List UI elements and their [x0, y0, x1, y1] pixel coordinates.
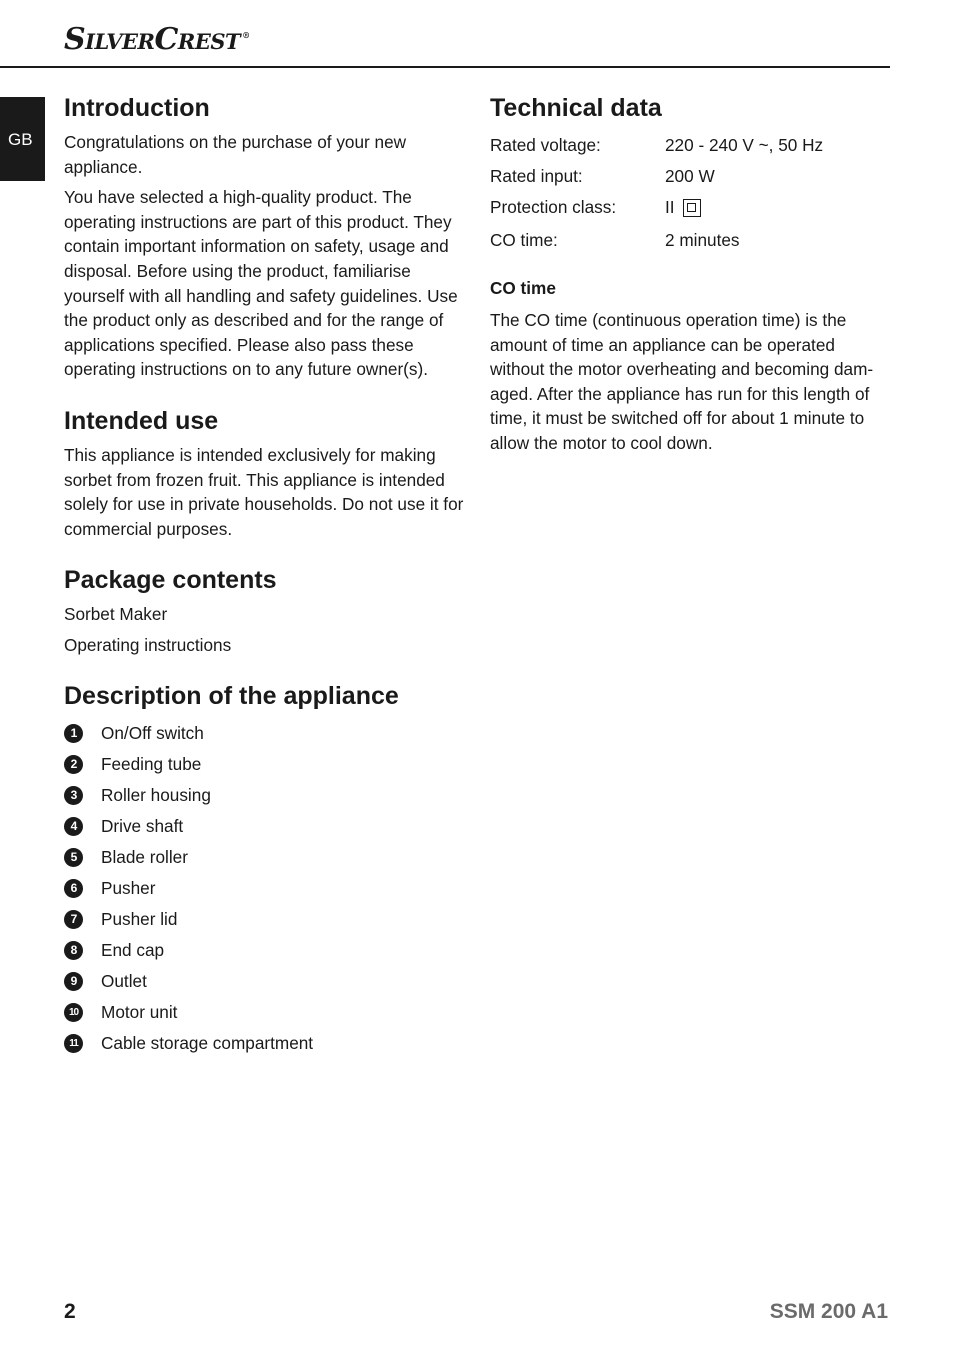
class-ii-double-square-icon	[683, 199, 701, 217]
model-identifier: SSM 200 A1	[769, 1300, 888, 1323]
intended-use-heading: Intended use	[64, 406, 219, 435]
technical-data-section	[490, 92, 890, 258]
package-item: Sorbet Maker	[64, 604, 168, 625]
registered-mark: ®	[242, 30, 250, 40]
part-item	[64, 718, 464, 749]
tech-row-input	[490, 161, 890, 192]
tech-row-voltage	[490, 130, 890, 161]
part-number-badge: 1	[64, 724, 83, 743]
intended-use-section	[64, 405, 464, 541]
part-item	[64, 780, 464, 811]
tech-value: 220 - 240 V ~, 50 Hz	[665, 135, 824, 155]
part-label: Pusher	[101, 877, 156, 898]
tech-key: Rated input:	[490, 166, 583, 186]
description-heading: Description of the appliance	[64, 681, 399, 710]
left-column	[64, 92, 464, 1059]
part-item	[64, 966, 464, 997]
package-contents-section	[64, 564, 464, 657]
tech-key: Rated voltage:	[490, 135, 601, 155]
brand-name: SilverCrest	[64, 22, 241, 57]
right-column	[490, 92, 890, 462]
technical-data-table	[490, 130, 890, 258]
tech-row-co-time	[490, 223, 890, 258]
part-number-badge: 9	[64, 972, 83, 991]
part-number-badge: 5	[64, 848, 83, 867]
tech-value: 2 minutes	[665, 230, 740, 250]
tech-row-protection-class	[490, 192, 890, 223]
part-label: Roller housing	[101, 784, 211, 805]
part-label: End cap	[101, 939, 165, 960]
parts-list	[64, 718, 464, 1059]
part-item	[64, 842, 464, 873]
tech-key: CO time:	[490, 230, 558, 250]
part-item	[64, 904, 464, 935]
part-item	[64, 811, 464, 842]
part-item	[64, 873, 464, 904]
part-number-badge: 4	[64, 817, 83, 836]
part-label: Drive shaft	[101, 815, 184, 836]
part-item	[64, 997, 464, 1028]
part-label: Pusher lid	[101, 908, 178, 929]
header-divider	[0, 66, 890, 68]
tech-key: Protection class:	[490, 197, 617, 217]
co-time-section	[490, 276, 890, 456]
part-label: Cable storage compartment	[101, 1032, 314, 1053]
part-label: Outlet	[101, 970, 147, 991]
part-number-badge: 8	[64, 941, 83, 960]
tech-value: II	[665, 197, 675, 217]
introduction-paragraph-1: Congratulations on the purchase of your new appliance.	[64, 132, 407, 177]
part-number-badge: 10	[64, 1003, 83, 1022]
tech-value: 200 W	[665, 166, 715, 186]
part-item	[64, 749, 464, 780]
package-contents-heading: Package contents	[64, 566, 277, 595]
co-time-text: The CO time (continuous operation time) is the amount of time an appliance can be operated without the motor overheating and becoming dam-aged. After the appliance has run for this length of time, it must be switched off for about 1 minute to allow the motor to cool down.	[490, 310, 874, 453]
part-number-badge: 7	[64, 910, 83, 929]
co-time-heading: CO time	[490, 278, 556, 298]
package-item: Operating instructions	[64, 634, 232, 655]
language-tab: GB	[0, 97, 45, 181]
part-item	[64, 1028, 464, 1059]
tech-value-wrapper	[665, 197, 701, 218]
introduction-section	[64, 92, 464, 382]
part-label: Motor unit	[101, 1001, 178, 1022]
part-number-badge: 11	[64, 1034, 83, 1053]
part-item	[64, 935, 464, 966]
description-section	[64, 680, 464, 1059]
part-label: Feeding tube	[101, 753, 202, 774]
technical-data-heading: Technical data	[490, 94, 662, 122]
part-label: On/Off switch	[101, 722, 204, 743]
page-number: 2	[64, 1300, 76, 1323]
part-label: Blade roller	[101, 846, 188, 867]
part-number-badge: 3	[64, 786, 83, 805]
part-number-badge: 2	[64, 755, 83, 774]
introduction-heading: Introduction	[64, 94, 210, 122]
brand-logo	[64, 22, 250, 57]
intended-use-text: This appliance is intended exclusively for making sorbet from frozen fruit. This appliance is intended solely for use in private households. Do not use it for commercial purposes.	[64, 444, 464, 539]
introduction-paragraph-2: You have selected a high-quality product. The operating instructions are part of this product. They contain important information on safety, usage and disposal. Before using the product, familiarise yourself with all handling and safety guidelines. Use the product only as described and for the range of applications specified. Please also pass these operating instructions on to any future owner(s).	[64, 187, 458, 380]
part-number-badge: 6	[64, 879, 83, 898]
